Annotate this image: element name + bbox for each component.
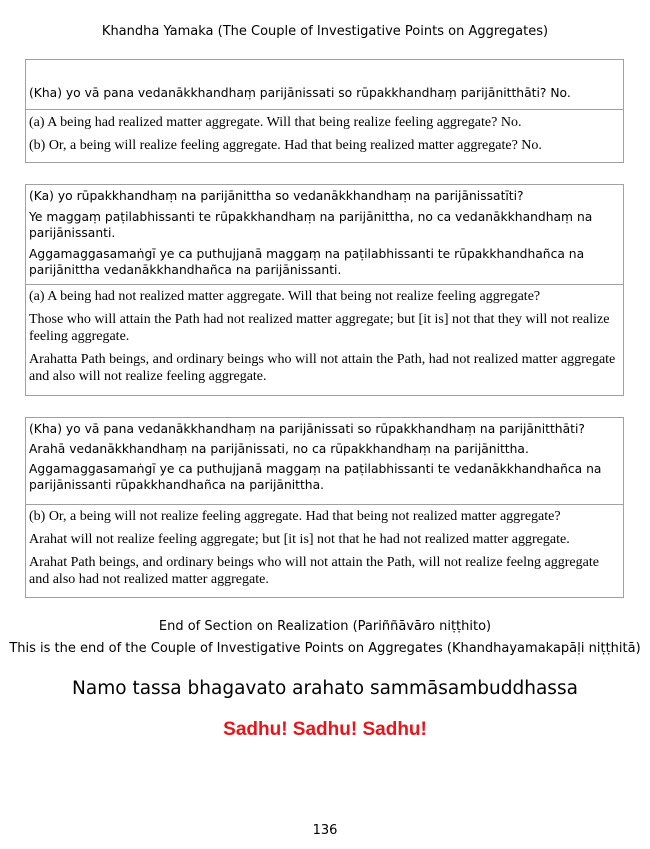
namo-homage: Namo tassa bhagavato arahato sammāsambuddhassa	[72, 678, 578, 699]
english-paragraph: Arahat will not realize feeling aggregate; but [it is] not that he had not realized matter aggregate.	[29, 532, 570, 547]
english-paragraph: Those who will attain the Path had not realized matter aggregate; but [it is] not that they will not realize feeling aggregate.	[29, 312, 610, 344]
yamaka-box-3	[25, 417, 624, 598]
english-paragraph: Arahatta Path beings, and ordinary beings who will not attain the Path, had not realized matter aggregate and also will not realize feeling aggregate.	[29, 352, 616, 384]
english-paragraph: (b) Or, a being will not realize feeling aggregate. Had that being not realized matter aggregate?	[29, 509, 561, 524]
english-paragraph: Arahat Path beings, and ordinary beings who will not attain the Path, will not realize feelng aggregate and also had not realized matter aggregate.	[29, 555, 599, 587]
english-paragraph: (b) Or, a being will realize feeling aggregate. Had that being realized matter aggregate? No.	[29, 138, 542, 153]
pali-section	[26, 60, 623, 109]
pali-paragraph: Arahā vedanākkhandhaṃ na parijānissati, no ca rūpakkhandhaṃ na parijānittha.	[29, 442, 529, 456]
yamaka-box-2	[25, 184, 624, 396]
sadhu-acclamation: Sadhu! Sadhu! Sadhu!	[223, 719, 427, 740]
end-of-section-line: End of Section on Realization (Pariññāvāro niṭṭhito)	[158, 619, 492, 634]
pali-section	[26, 418, 623, 504]
end-of-couple-line: This is the end of the Couple of Investigative Points on Aggregates (Khandhayamakapāḷi niṭṭhitā)	[9, 641, 641, 656]
pali-paragraph: (Kha) yo vā pana vedanākkhandhaṃ na parijānissati so rūpakkhandhaṃ na parijānitthāti?	[29, 422, 585, 436]
pali-paragraph: (Ka) yo rūpakkhandhaṃ na parijānittha so vedanākkhandhaṃ na parijānissatīti?	[29, 189, 524, 203]
page-header: Khandha Yamaka (The Couple of Investigative Points on Aggregates)	[101, 24, 549, 39]
english-section	[26, 109, 623, 154]
english-section	[26, 504, 623, 588]
pali-paragraph: (Kha) yo vā pana vedanākkhandhaṃ parijānissati so rūpakkhandhaṃ parijānitthāti? No.	[29, 86, 571, 100]
yamaka-box-1	[25, 59, 624, 163]
english-paragraph: (a) A being had realized matter aggregate. Will that being realize feeling aggregate? No.	[29, 115, 522, 130]
english-paragraph: (a) A being had not realized matter aggregate. Will that being not realize feeling aggregate?	[29, 289, 541, 304]
pali-paragraph: Aggamaggasamaṅgī ye ca puthujjanā maggaṃ na paṭilabhissanti te rūpakkhandhañca na parijānittha vedanākkhandhañca na parijānissanti.	[29, 247, 585, 277]
english-section	[26, 284, 623, 385]
pali-paragraph: Aggamaggasamaṅgī ye ca puthujjanā maggaṃ na paṭilabhissanti te vedanākkhandhañca na parijānissanti rūpakkhandhañca na parijānittha.	[29, 462, 602, 492]
pali-paragraph: Ye maggaṃ paṭilabhissanti te rūpakkhandhaṃ na parijānittha, no ca vedanākkhandhaṃ na parijānissanti.	[29, 210, 593, 240]
pali-section	[26, 185, 623, 284]
page-number: 136	[312, 823, 338, 838]
